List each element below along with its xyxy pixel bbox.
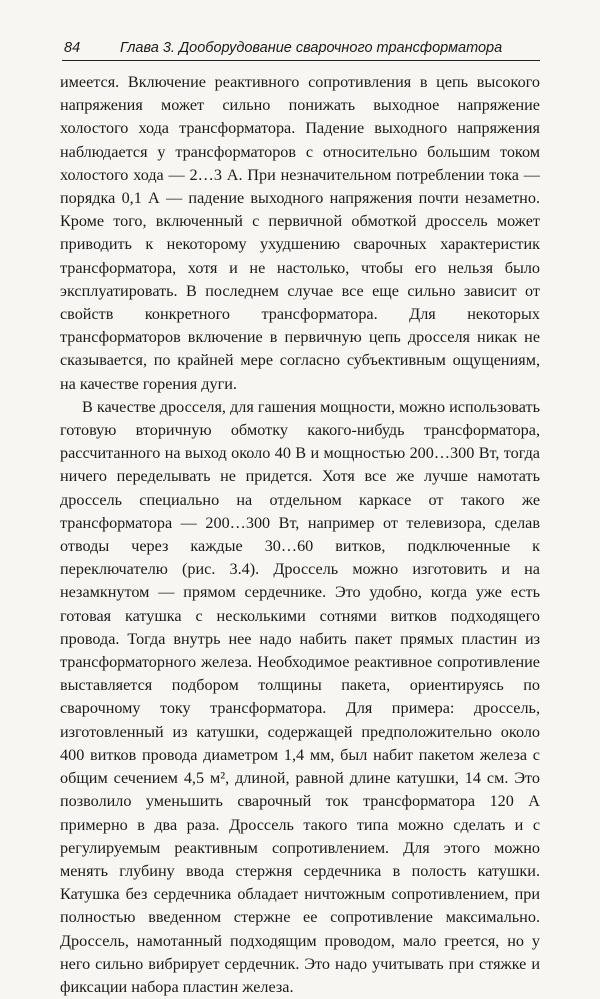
running-header	[62, 38, 540, 61]
chapter-title: Глава 3. Дооборудование сварочного трансформатора	[120, 40, 503, 56]
paragraph-1: имеется. Включение реактивного сопротивления в цепь высокого напряжения может сильно понижать выходное напряжение холостого хода трансформатора. Падение выходного напряжения наблюдается у трансформаторов с относительно большим током холостого хода — 2…3 А. При незначительном потреблении тока — порядка 0,1 А — падение выходного напряжения почти незаметно. Кроме того, включенный с первичной обмоткой дроссель может приводить к некоторому ухудшению сварочных характеристик трансформатора, хотя и не настолько, чтобы его нельзя было эксплуатировать. В последнем случае все еще сильно зависит от свойств конкретного трансформатора. Для некоторых трансформаторов включение в первичную цепь дросселя никак не сказывается, по крайней мере согласно субъективным ощущениям, на качестве горения дуги.	[60, 73, 540, 393]
body-text	[60, 71, 540, 999]
paragraph-2: В качестве дросселя, для гашения мощности, можно использовать готовую вторичную обмотку какого-нибудь трансформатора, рассчитанного на выход около 40 В и мощностью 200…300 Вт, тогда ничего переделывать не придется. Хотя все же лучше намотать дроссель специально на отдельном каркасе от такого же трансформатора — 200…300 Вт, например от телевизора, сделав отводы через каждые 30…60 витков, подключенные к переключателю (рис. 3.4). Дроссель можно изготовить и на незамкнутом — прямом сердечнике. Это удобно, когда уже есть готовая катушка с несколькими сотнями витков подходящего провода. Тогда внутрь нее надо набить пакет прямых пластин из трансформаторного железа. Необходимое реактивное сопротивление выставляется подбором толщины пакета, ориентируясь по сварочному току трансформатора. Для примера: дроссель, изготовленный из катушки, содержащей предположительно около 400 витков провода диаметром 1,4 мм, был набит пакетом железа с общим сечением 4,5 м², длиной, равной длине катушки, 14 см. Это позволило уменьшить сварочный ток трансформатора 120 А примерно в два раза. Дроссель такого типа можно сделать и с регулируемым реактивным сопротивлением. Для этого можно менять глубину ввода стержня сердечника в полость катушки. Катушка без сердечника обладает ничтожным сопротивлением, при полностью введенном стержне ее сопротивление максимально. Дроссель, намотанный подходящим проводом, мало греется, но у него сильно вибрирует сердечник. Это надо учитывать при стяжке и фиксации набора пластин железа.	[60, 397, 540, 996]
page-number: 84	[64, 40, 81, 56]
